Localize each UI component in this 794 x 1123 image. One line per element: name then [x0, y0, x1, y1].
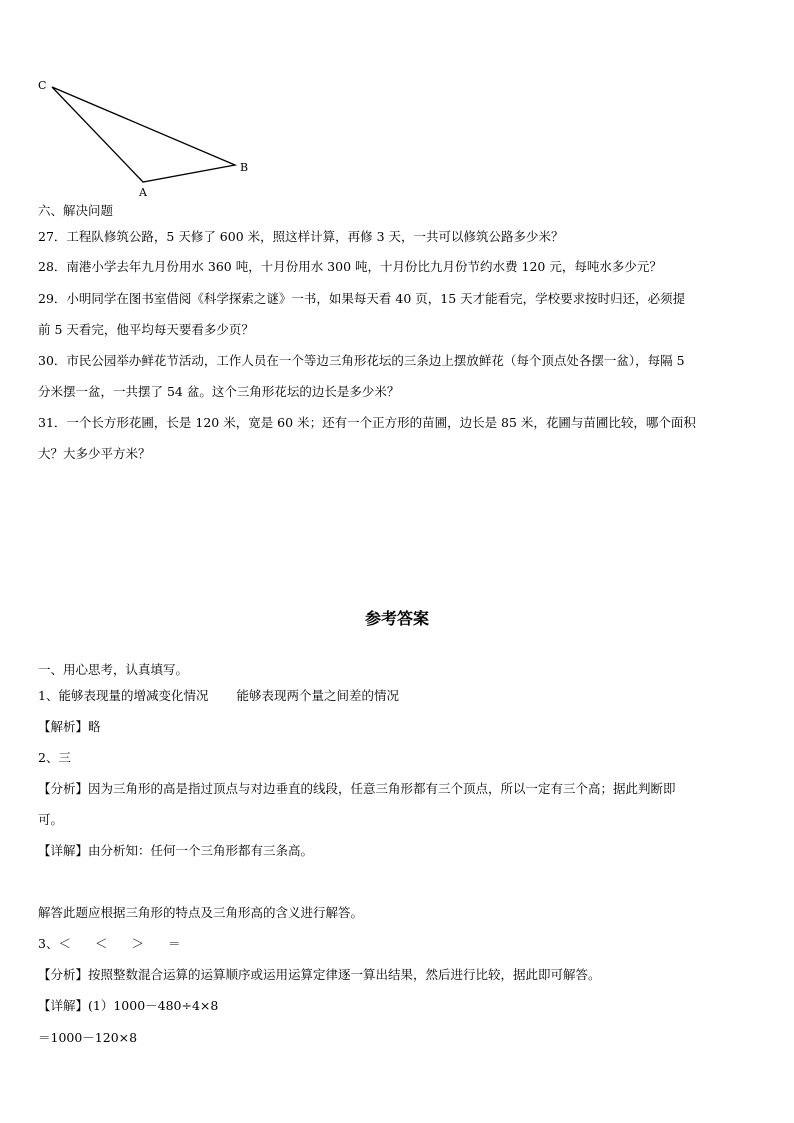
answer-2-analysis-line1: 【分析】因为三角形的高是指过顶点与对边垂直的线段，任意三角形都有三个顶点，所以一定有三个高；据此判断即 [38, 781, 676, 796]
answer-2: 2、三 [38, 750, 71, 765]
answer-1 [38, 688, 399, 704]
question-31-line1: 31．一个长方形花圃，长是 120 米，宽是 60 米；还有一个正方形的苗圃，边长是 85 米，花圃与苗圃比较，哪个面积 [38, 415, 696, 430]
answer-1-analysis: 【解析】略 [38, 719, 101, 734]
answer-1-part2: 能够表现两个量之间差的情况 [236, 688, 399, 703]
section6-heading: 六、解决问题 [38, 203, 114, 218]
triangle-abc [52, 87, 235, 182]
answers-title: 参考答案 [364, 609, 429, 628]
vertex-c-label: C [38, 79, 47, 92]
answer-2-detail: 【详解】由分析知：任何一个三角形都有三条高。 [38, 843, 314, 858]
question-29-line2: 前 5 天看完，他平均每天要看多少页？ [38, 322, 254, 337]
triangle-figure [30, 75, 260, 200]
question-29-line1: 29．小明同学在图书室借阅《科学探索之谜》一书，如果每天看 40 页，15 天才能看完，学校要求按时归还，必须提 [38, 291, 686, 306]
answer-3-symbol-2: ＜ [94, 936, 108, 951]
answer-3-detail: 【详解】(1）1000－480÷4×8 [38, 998, 219, 1013]
question-31-line2: 大？大多少平方米？ [38, 446, 151, 461]
question-28: 28．南港小学去年九月份用水 360 吨，十月份用水 300 吨，十月份比九月份节约水费 120 元，每吨水多少元？ [38, 259, 662, 274]
answer-2-analysis-line2: 可。 [38, 812, 64, 827]
answer-3-symbol-3: ＞ [131, 936, 144, 951]
vertex-b-label: B [240, 161, 249, 174]
answer-3 [38, 936, 181, 952]
answer-2-note: 解答此题应根据三角形的特点及三角形高的含义进行解答。 [38, 905, 364, 920]
question-30-line2: 分米摆一盆，一共摆了 54 盆。这个三角形花坛的边长是多少米？ [38, 384, 400, 399]
answer-3-label: 3、 [38, 936, 59, 951]
answer-3-analysis: 【分析】按照整数混合运算的运算顺序或运用运算定律逐一算出结果，然后进行比较，据此即可解答。 [38, 967, 601, 982]
answer-3-symbol-1: ＜ [58, 936, 71, 951]
question-27: 27．工程队修筑公路，5 天修了 600 米，照这样计算，再修 3 天，一共可以修筑公路多少米？ [38, 229, 564, 244]
answer-1-part1: 1、能够表现量的增减变化情况 [38, 688, 209, 703]
answers-section1-heading: 一、用心思考，认真填写。 [38, 662, 189, 677]
question-30-line1: 30．市民公园举办鲜花节活动，工作人员在一个等边三角形花坛的三条边上摆放鲜花（每个顶点处各摆一盆），每隔 5 [38, 353, 685, 368]
vertex-a-label: A [139, 186, 147, 199]
answer-3-step: ＝1000－120×8 [38, 1030, 138, 1045]
answer-3-symbol-4: ＝ [168, 936, 181, 951]
